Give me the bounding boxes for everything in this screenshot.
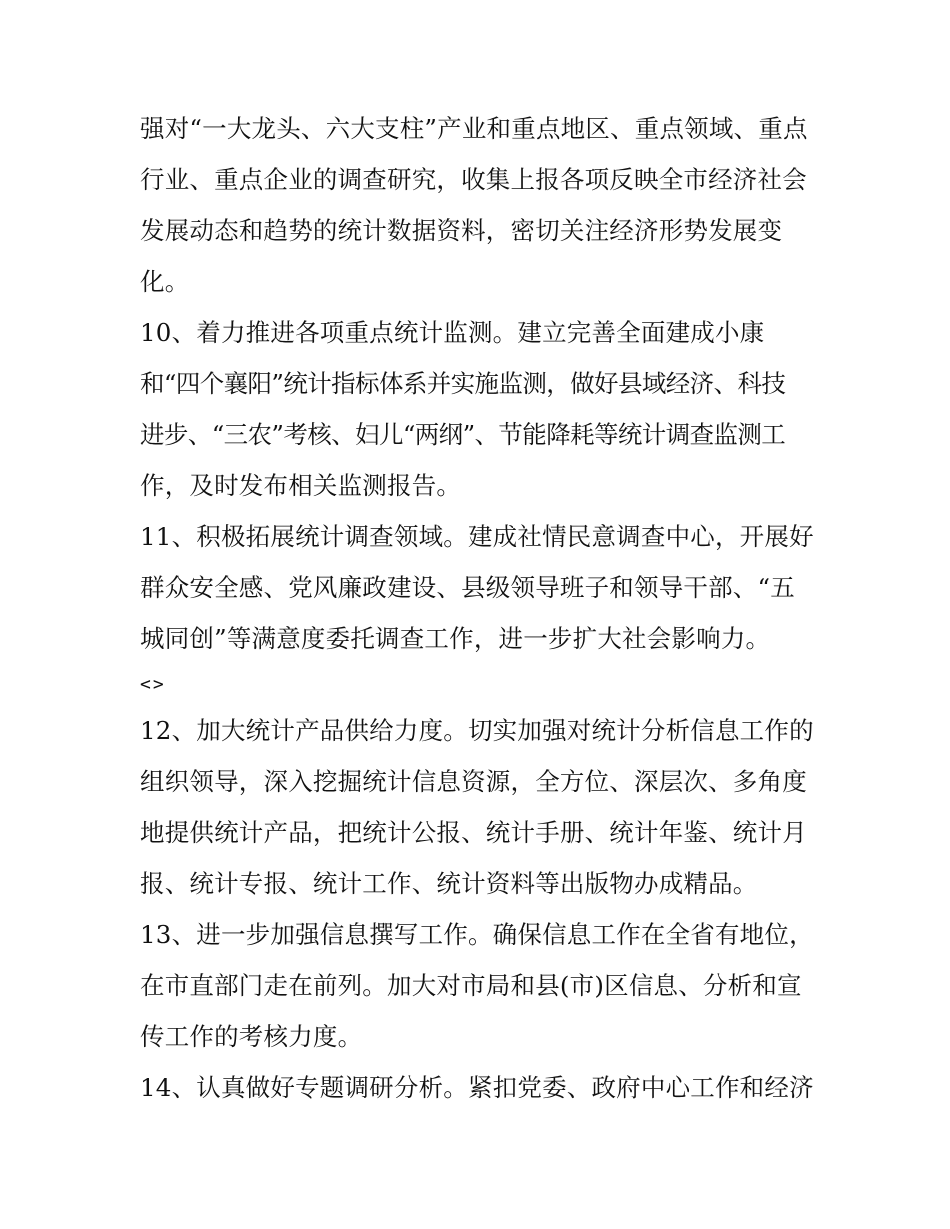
text-line-19: 14、认真做好专题调研分析。紧扣党委、政府中心工作和经济 bbox=[140, 1073, 814, 1102]
text-line-18: 传工作的考核力度。 bbox=[140, 1022, 363, 1051]
text-line-10: 群众安全感、党风廉政建设、县级领导班子和领导干部、“五 bbox=[140, 573, 795, 602]
page-break-marker: <> bbox=[140, 674, 166, 695]
text-line-6: 和“四个襄阳”统计指标体系并实施监测，做好县域经济、科技 bbox=[140, 369, 786, 398]
text-line-9: 11、积极拓展统计调查领域。建成社情民意调查中心，开展好 bbox=[140, 522, 814, 551]
text-line-7: 进步、“三农”考核、妇儿“两纲”、节能降耗等统计调查监测工 bbox=[140, 420, 786, 449]
text-line-13: 组织领导，深入挖掘统计信息资源，全方位、深层次、多角度 bbox=[140, 767, 807, 796]
text-line-2: 行业、重点企业的调查研究，收集上报各项反映全市经济社会 bbox=[140, 165, 807, 194]
text-line-1: 强对“一大龙头、六大支柱”产业和重点地区、重点领域、重点 bbox=[140, 114, 808, 143]
text-line-8: 作，及时发布相关监测报告。 bbox=[140, 471, 462, 500]
text-line-5: 10、着力推进各项重点统计监测。建立完善全面建成小康 bbox=[140, 318, 765, 347]
text-line-16: 13、进一步加强信息撰写工作。确保信息工作在全省有地位， bbox=[140, 920, 814, 949]
text-line-14: 地提供统计产品，把统计公报、统计手册、统计年鉴、统计月 bbox=[140, 818, 807, 847]
text-line-15: 报、统计专报、统计工作、统计资料等出版物办成精品。 bbox=[140, 869, 758, 898]
text-line-11: 城同创”等满意度委托调查工作，进一步扩大社会影响力。 bbox=[140, 624, 771, 653]
text-line-4: 化。 bbox=[140, 267, 190, 296]
text-line-12: 12、加大统计产品供给力度。切实加强对统计分析信息工作的 bbox=[140, 716, 814, 745]
text-line-3: 发展动态和趋势的统计数据资料，密切关注经济形势发展变 bbox=[140, 216, 783, 245]
text-line-17: 在市直部门走在前列。加大对市局和县(市)区信息、分析和宣 bbox=[140, 971, 802, 1000]
